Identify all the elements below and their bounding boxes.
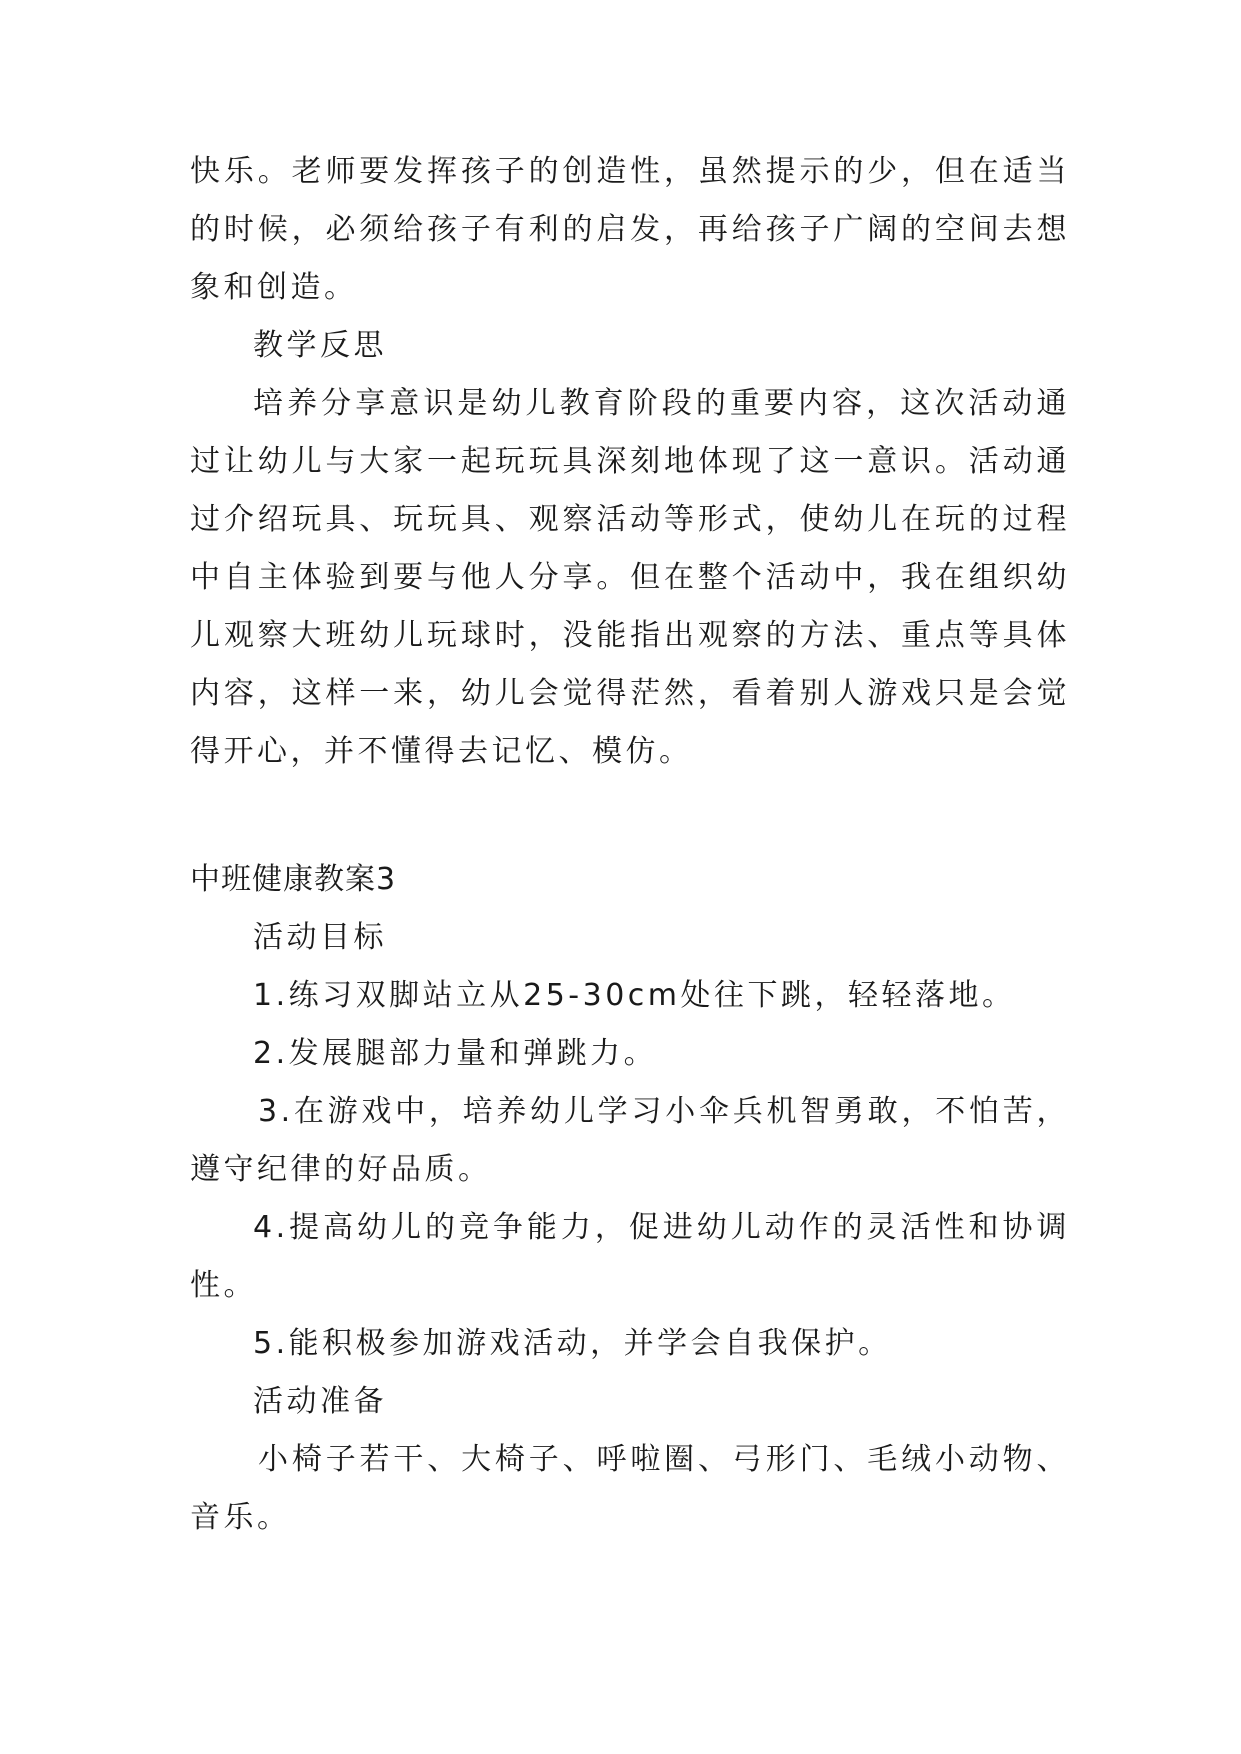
paragraph-line: 中自主体验到要与他人分享。但在整个活动中，我在组织幼 [190,560,1070,595]
paragraph-line: 的时候，必须给孩子有利的启发，再给孩子广阔的空间去想 [190,212,1070,247]
paragraph-line: 音乐。 [190,1500,291,1535]
list-item: 3.在游戏中，培养幼儿学习小伞兵机智勇敢，不怕苦， [258,1094,1070,1129]
list-item: 4.提高幼儿的竞争能力，促进幼儿动作的灵活性和协调 [253,1210,1070,1245]
list-item-continuation: 性。 [190,1268,257,1303]
paragraph-line: 快乐。老师要发挥孩子的创造性，虽然提示的少，但在适当 [190,154,1070,189]
paragraph-line: 内容，这样一来，幼儿会觉得茫然，看着别人游戏只是会觉 [190,676,1070,711]
list-item: 2.发展腿部力量和弹跳力。 [253,1036,658,1071]
list-item: 5.能积极参加游戏活动，并学会自我保护。 [253,1326,892,1361]
section-heading-reflection: 教学反思 [253,328,387,363]
list-item: 1.练习双脚站立从25-30cm处往下跳，轻轻落地。 [253,978,1016,1013]
paragraph-line: 儿观察大班幼儿玩球时，没能指出观察的方法、重点等具体 [190,618,1070,653]
paragraph-line: 过让幼儿与大家一起玩玩具深刻地体现了这一意识。活动通 [190,444,1070,479]
section-heading-preparation: 活动准备 [253,1384,387,1419]
document-title: 中班健康教案3 [190,862,397,897]
paragraph-line: 小椅子若干、大椅子、呼啦圈、弓形门、毛绒小动物、 [258,1442,1070,1477]
paragraph-line: 象和创造。 [190,270,358,305]
paragraph-line: 得开心，并不懂得去记忆、模仿。 [190,734,693,769]
paragraph-line: 培养分享意识是幼儿教育阶段的重要内容，这次活动通 [253,386,1070,421]
paragraph-line: 过介绍玩具、玩玩具、观察活动等形式，使幼儿在玩的过程 [190,502,1070,537]
list-item-continuation: 遵守纪律的好品质。 [190,1152,492,1187]
section-heading-goals: 活动目标 [253,920,387,955]
